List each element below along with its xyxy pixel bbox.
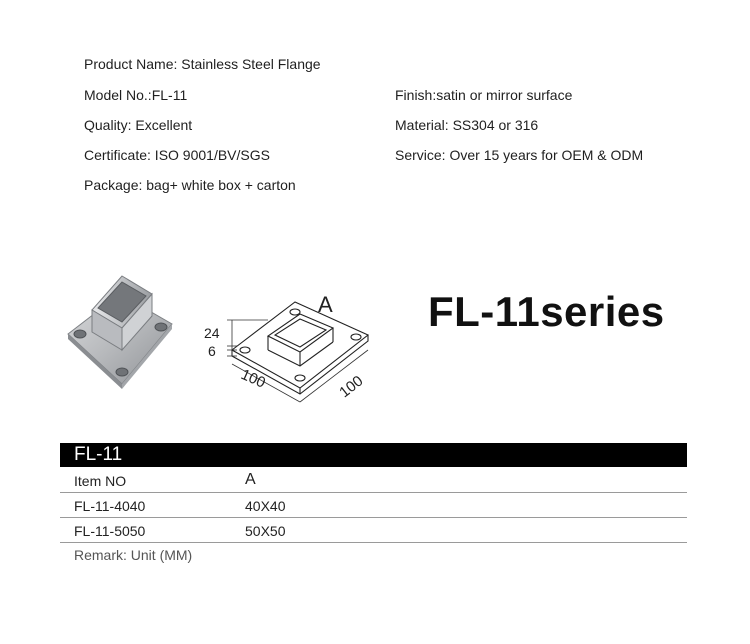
table-column-header-row — [60, 470, 687, 493]
table-cell-item-no: FL-11-5050 — [74, 523, 146, 539]
spec-material: Material: SS304 or 316 — [395, 117, 539, 133]
spec-model-no: Model No.:FL-11 — [84, 87, 188, 103]
flange-photo — [60, 272, 180, 392]
dim-width-right-label: 100 — [336, 372, 367, 402]
spec-certificate: Certificate: ISO 9001/BV/SGS — [84, 147, 270, 163]
series-title: FL-11series — [428, 288, 665, 335]
flange-drawing — [200, 290, 380, 410]
column-header-item-no: Item NO — [74, 473, 127, 489]
spec-service: Service: Over 15 years for OEM & ODM — [395, 147, 644, 163]
table-cell-a: 50X50 — [245, 523, 286, 539]
spec-product-name: Product Name: Stainless Steel Flange — [84, 56, 321, 72]
dim-a-label: A — [318, 292, 333, 317]
table-header-title: FL-11 — [74, 444, 123, 465]
dim-height-label: 24 — [204, 325, 220, 341]
spec-package: Package: bag+ white box + carton — [84, 177, 296, 193]
table-row — [60, 495, 687, 518]
table-cell-a: 40X40 — [245, 498, 286, 514]
table-row — [60, 520, 687, 543]
spec-finish: Finish:satin or mirror surface — [395, 87, 573, 103]
table-header-bar — [60, 443, 687, 467]
column-header-a: A — [245, 471, 256, 488]
table-cell-item-no: FL-11-4040 — [74, 498, 146, 514]
dim-base-label: 6 — [208, 343, 216, 359]
spec-quality: Quality: Excellent — [84, 117, 193, 133]
dim-width-left-label: 100 — [238, 365, 268, 392]
table-remark: Remark: Unit (MM) — [74, 547, 193, 563]
